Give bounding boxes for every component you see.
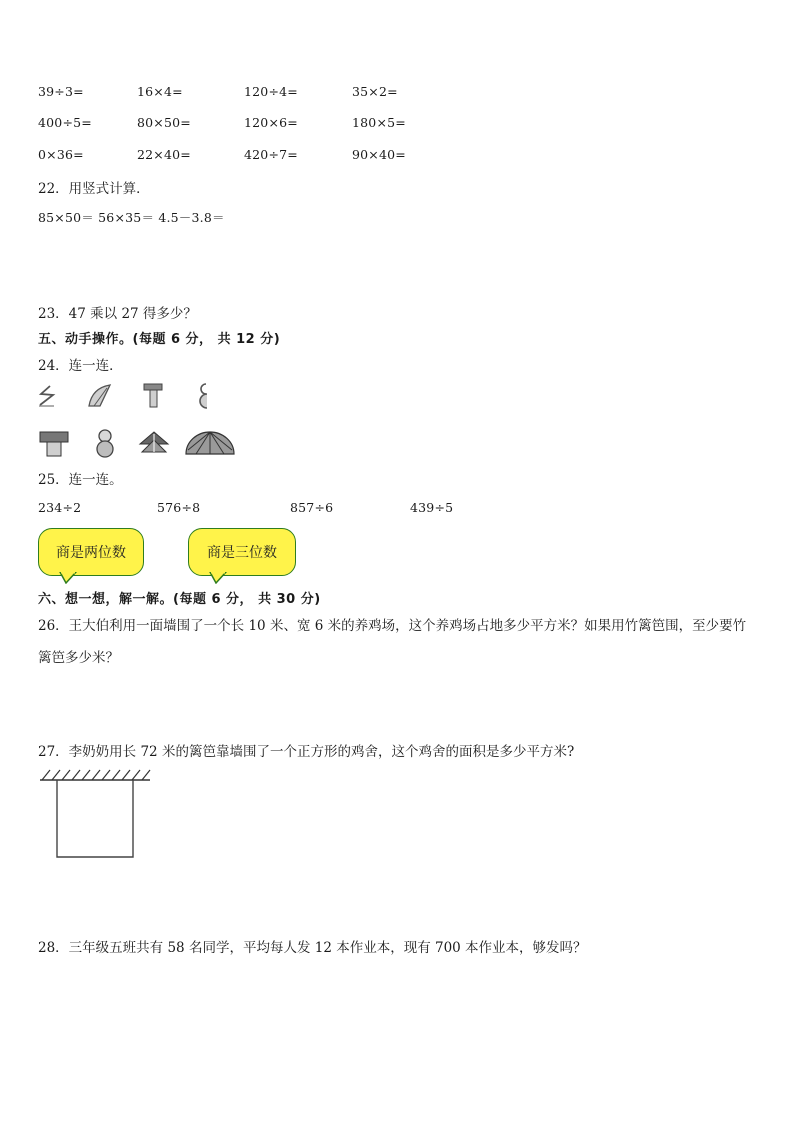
snowman-side-icon (194, 382, 212, 410)
calc-item: 0×36= (38, 147, 84, 162)
calc-item: 35×2= (352, 84, 398, 99)
calc-item: 120÷4= (244, 84, 298, 99)
umbrella-front-icon (184, 428, 236, 458)
calc-item: 90×40= (352, 147, 406, 162)
division-expression: 857÷6 (290, 500, 334, 515)
division-expression: 576÷8 (157, 500, 201, 515)
bubble-label: 商是两位数 (56, 545, 126, 561)
calc-item: 80×50= (137, 115, 191, 130)
section-5-heading: 五、动手操作。(每题 6 分， 共 12 分) (38, 332, 281, 347)
bubble-tail (208, 572, 228, 584)
question-24-title: 24．连一连． (38, 358, 123, 374)
question-28-title: 28．三年级五班共有 58 名同学，平均每人发 12 本作业本，现有 700 本作业本，够发吗？ (38, 940, 587, 956)
bubble-label: 商是三位数 (207, 545, 277, 561)
calc-item: 39÷3= (38, 84, 84, 99)
bubble-three-digit-quotient (188, 528, 296, 576)
calc-item: 22×40= (137, 147, 191, 162)
calc-item: 180×5= (352, 115, 406, 130)
question-26-line-1: 26．王大伯利用一面墙围了一个长 10 米、宽 6 米的养鸡场，这个养鸡场占地多少平方米？如果用竹篱笆围，至少要竹 (38, 618, 747, 634)
question-22-expressions: 85×50＝ 56×35＝ 4.5－3.8＝ (38, 210, 225, 225)
division-expression: 439÷5 (410, 500, 454, 515)
zigzag-icon (36, 383, 58, 409)
calc-item: 400÷5= (38, 115, 92, 130)
question-22-title: 22．用竖式计算． (38, 181, 150, 197)
question-25-title: 25．连一连。 (38, 472, 123, 488)
question-26-line-2: 篱笆多少米？ (38, 650, 119, 666)
bubble-two-digit-quotient (38, 528, 144, 576)
mushroom-stamp-icon (38, 430, 70, 458)
question-27-title: 27．李奶奶用长 72 米的篱笆靠墙围了一个正方形的鸡舍，这个鸡舍的面积是多少平方米? (38, 744, 575, 760)
wall-square-figure (38, 766, 152, 862)
hammer-stamp-icon (142, 382, 164, 410)
calc-item: 120×6= (244, 115, 298, 130)
question-23-title: 23．47 乘以 27 得多少？ (38, 306, 197, 322)
calc-item: 16×4= (137, 84, 183, 99)
division-expression: 234÷2 (38, 500, 82, 515)
bubble-tail (58, 572, 78, 584)
section-6-heading: 六、想一想，解一解。(每题 6 分， 共 30 分) (38, 592, 321, 607)
umbrella-side-icon (86, 382, 114, 410)
calc-item: 420÷7= (244, 147, 298, 162)
tree-top-icon (138, 430, 170, 456)
snowman-front-icon (94, 428, 116, 458)
